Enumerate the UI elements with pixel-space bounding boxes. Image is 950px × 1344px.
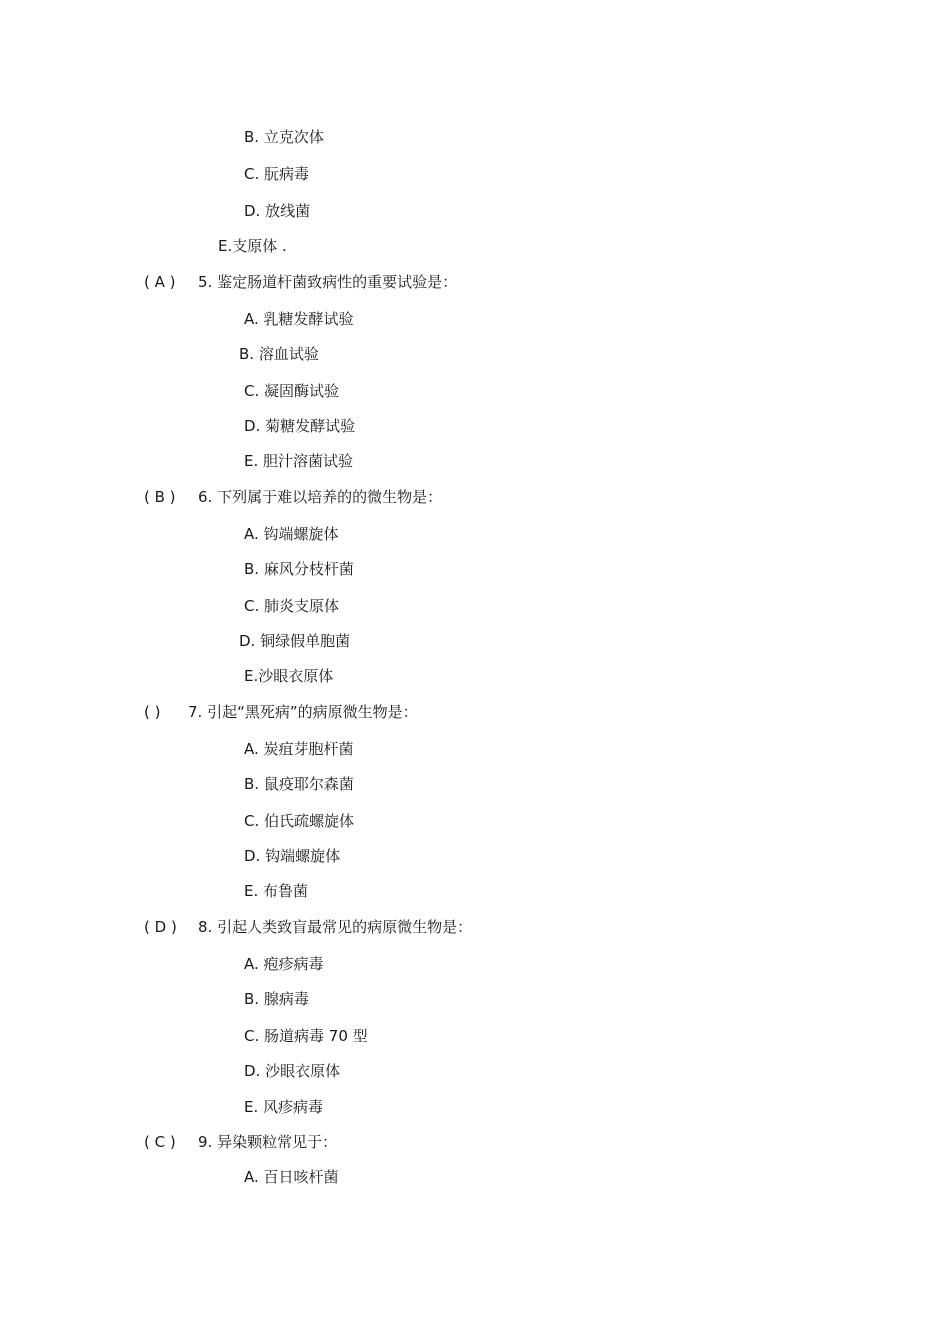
answer-marker: ( D ) [144,918,177,936]
option-line: C. 伯氏疏螺旋体 [244,812,355,830]
option-line: E.沙眼衣原体 [244,667,334,685]
option-line: D. 铜绿假单胞菌 [239,632,351,650]
option-line: A. 百日咳杆菌 [244,1168,339,1186]
question-stem: 7. 引起“黑死病”的病原微生物是： [188,703,418,721]
option-line: E. 布鲁菌 [244,882,309,900]
option-line: A. 炭疽芽胞杆菌 [244,740,354,758]
question-5 [144,272,457,292]
option-line: E. 风疹病毒 [244,1098,324,1116]
option-line: C. 肠道病毒 70 型 [244,1027,368,1045]
option-line: D. 沙眼衣原体 [244,1062,341,1080]
answer-marker: ( ) [144,703,161,721]
option-line: C. 凝固酶试验 [244,382,340,400]
question-stem: 8. 引起人类致盲最常见的病原微生物是： [198,918,473,936]
question-6 [144,487,442,507]
option-line: D. 放线菌 [244,202,311,220]
option-line: B. 麻风分枝杆菌 [244,560,354,578]
answer-marker: ( C ) [144,1133,176,1151]
question-stem: 5. 鉴定肠道杆菌致病性的重要试验是： [198,273,458,291]
question-9 [144,1132,337,1152]
option-line: B. 溶血试验 [239,345,319,363]
question-stem: 9. 异染颗粒常见于： [198,1133,338,1151]
option-line: B. 腺病毒 [244,990,309,1008]
option-line: C. 肺炎支原体 [244,597,340,615]
option-line: E.支原体 . [218,237,287,255]
option-line: B. 鼠疫耶尔森菌 [244,775,354,793]
option-line: C. 朊病毒 [244,165,310,183]
option-line: A. 疱疹病毒 [244,955,324,973]
question-7 [144,702,418,722]
question-8 [144,917,472,937]
answer-marker: ( B ) [144,488,176,506]
option-line: A. 钩端螺旋体 [244,525,339,543]
option-line: E. 胆汁溶菌试验 [244,452,354,470]
option-line: A. 乳糖发酵试验 [244,310,354,328]
question-stem: 6. 下列属于难以培养的的微生物是： [198,488,443,506]
option-line: B. 立克次体 [244,128,324,146]
answer-marker: ( A ) [144,273,176,291]
option-line: D. 菊糖发酵试验 [244,417,356,435]
option-line: D. 钩端螺旋体 [244,847,341,865]
